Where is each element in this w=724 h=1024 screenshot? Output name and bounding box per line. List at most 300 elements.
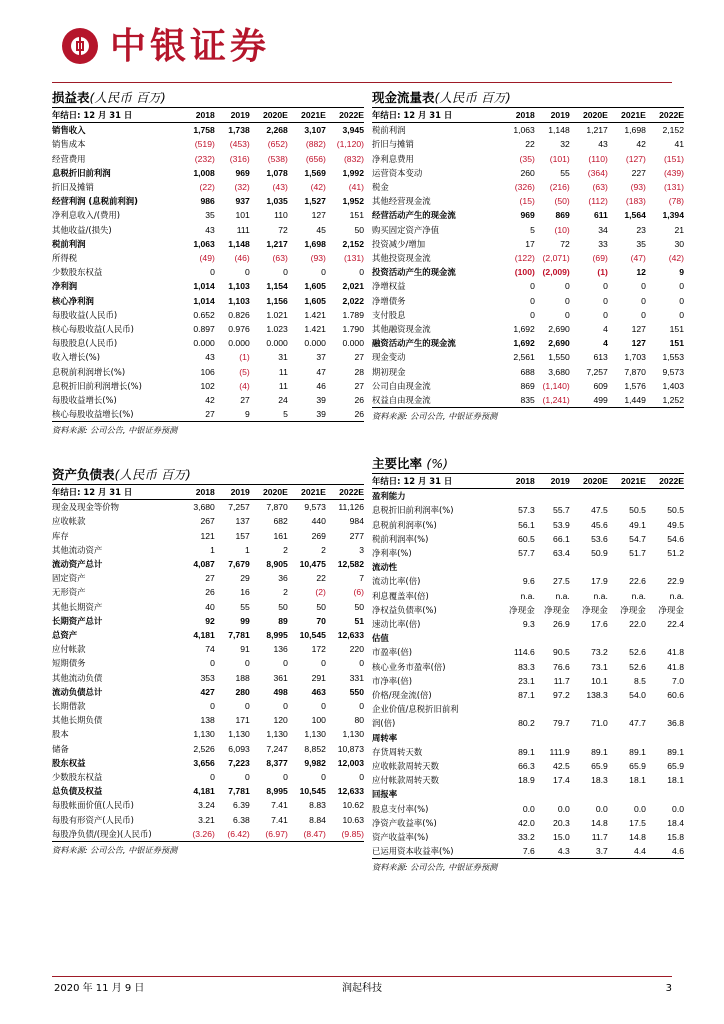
cell-value: 353 xyxy=(200,672,215,683)
table-row xyxy=(52,642,364,656)
cell-value: 220 xyxy=(349,644,364,655)
cell-value: 97.2 xyxy=(553,690,570,701)
table-row xyxy=(372,365,684,379)
cell-value: (5) xyxy=(239,366,250,377)
row-label: 存货周转天数 xyxy=(372,746,423,757)
cell-value: 24 xyxy=(278,395,288,406)
cell-value: (2) xyxy=(315,587,326,598)
cell-value: 76.6 xyxy=(553,661,570,672)
cell-value xyxy=(535,560,570,574)
cell-value: 18.9 xyxy=(518,775,535,786)
cell-value: 0 xyxy=(603,295,608,306)
cell-value: (41) xyxy=(348,182,364,193)
cell-value: 33.2 xyxy=(518,832,535,843)
column-header-year: 2018 xyxy=(500,474,535,489)
cell-value: 0.826 xyxy=(228,309,250,320)
cell-value: 72 xyxy=(278,224,288,235)
cell-value: 4,087 xyxy=(193,559,215,570)
cell-value: (538) xyxy=(267,153,288,164)
table-row xyxy=(52,237,364,251)
cell-value: 49.5 xyxy=(667,519,684,530)
cell-value: 7,257 xyxy=(228,502,250,513)
cell-value: 35 xyxy=(636,238,646,249)
cell-value: (32) xyxy=(234,182,250,193)
table-row xyxy=(372,603,684,617)
cell-value: 1,103 xyxy=(228,281,250,292)
table-row xyxy=(52,699,364,713)
cell-value: 4.4 xyxy=(633,846,646,857)
row-label: 其他流动资产 xyxy=(52,544,103,555)
cell-value: 10,545 xyxy=(299,630,326,641)
cell-value: 0.652 xyxy=(193,309,215,320)
cell-value: 2,561 xyxy=(513,352,535,363)
cell-value: 4.6 xyxy=(672,846,684,857)
cell-value: 净现金 xyxy=(582,604,608,615)
cell-value: 42 xyxy=(636,139,646,150)
cell-value: 114.6 xyxy=(513,647,535,658)
row-label: 净资产收益率(%) xyxy=(372,817,437,828)
cell-value: 27 xyxy=(354,380,364,391)
cell-value xyxy=(646,560,684,574)
row-label: 净增权益 xyxy=(372,281,406,292)
cell-value: 613 xyxy=(593,352,608,363)
table-header-row xyxy=(52,108,364,123)
cell-value: 120 xyxy=(273,715,288,726)
row-label: 每股收益(人民币) xyxy=(52,309,118,320)
column-header-year: 2022E xyxy=(646,108,684,123)
cashflow-statement-table xyxy=(372,108,684,407)
cell-value: (47) xyxy=(630,253,646,264)
row-label: 无形资产 xyxy=(52,587,86,598)
table-row xyxy=(52,393,364,407)
cell-value: 1,217 xyxy=(586,125,608,136)
cell-value: 111.9 xyxy=(549,746,570,757)
cell-value xyxy=(570,560,608,574)
cell-value: 65.9 xyxy=(629,761,646,772)
cell-value: 9.6 xyxy=(522,576,535,587)
row-label: 销售成本 xyxy=(52,139,86,150)
cell-value: 9 xyxy=(245,409,250,420)
cell-value: (652) xyxy=(267,139,288,150)
cell-value: 1,252 xyxy=(662,395,684,406)
table-row xyxy=(52,600,364,614)
cell-value: 27 xyxy=(240,395,250,406)
table-row xyxy=(372,379,684,393)
cell-value: 33 xyxy=(598,238,608,249)
cell-value: 净现金 xyxy=(658,604,684,615)
cell-value: 1,130 xyxy=(266,729,288,740)
cell-value: 2 xyxy=(321,544,326,555)
cell-value: 27.5 xyxy=(553,576,570,587)
table-row xyxy=(372,137,684,151)
cell-value: 2 xyxy=(283,544,288,555)
cell-value: 2,526 xyxy=(193,743,215,754)
table-row xyxy=(372,123,684,138)
cell-value: 26 xyxy=(205,587,215,598)
cell-value: 11.7 xyxy=(553,675,570,686)
cell-value: 16 xyxy=(240,587,250,598)
cell-value: n.a. xyxy=(520,590,535,601)
column-header-label: 年结日: 12 月 31 日 xyxy=(52,485,180,500)
cell-value: 26 xyxy=(354,395,364,406)
row-label: 少数股东权益 xyxy=(52,772,103,783)
row-label: 市盈率(倍) xyxy=(372,647,413,658)
cell-value: 1,148 xyxy=(228,238,250,249)
column-header-year: 2019 xyxy=(535,474,570,489)
cell-value: 0 xyxy=(641,281,646,292)
row-label: 权益自由现金流 xyxy=(372,395,431,406)
cell-value: 682 xyxy=(273,516,288,527)
cell-value: 1,130 xyxy=(342,729,364,740)
cell-value: 42 xyxy=(205,395,215,406)
boc-logo-icon xyxy=(62,28,98,64)
income-source-note: 资料来源: 公司公告, 中银证券预测 xyxy=(52,421,364,438)
cell-value: 73.1 xyxy=(591,661,608,672)
table-header-row xyxy=(372,108,684,123)
cell-value: 26.9 xyxy=(553,619,570,630)
row-label: 现金及现金等价物 xyxy=(52,502,119,513)
column-header-year: 2021E xyxy=(288,485,326,500)
cell-value: 23.1 xyxy=(518,675,535,686)
cell-value: 0.000 xyxy=(228,338,250,349)
cell-value: 4,181 xyxy=(193,786,215,797)
cell-value: 0 xyxy=(603,309,608,320)
cell-value: 2,152 xyxy=(662,125,684,136)
cell-value: 0 xyxy=(565,309,570,320)
cell-value: (93) xyxy=(630,182,646,193)
cell-value: 20.3 xyxy=(553,817,570,828)
column-header-year: 2021E xyxy=(608,108,646,123)
cell-value: 50 xyxy=(278,601,288,612)
cell-value: 172 xyxy=(311,644,326,655)
cell-value: 1,154 xyxy=(266,281,288,292)
row-label: 税前利润 xyxy=(372,125,406,136)
table-row xyxy=(52,784,364,798)
cell-value: (131) xyxy=(663,182,684,193)
row-label: 长期资产总计 xyxy=(52,615,103,626)
table-row xyxy=(52,571,364,585)
row-label: 现金变动 xyxy=(372,352,406,363)
cell-value: 36.8 xyxy=(667,718,684,729)
row-label: 核心每股收益增长(%) xyxy=(52,409,134,420)
cashflow-statement-title: 现金流量表(人民币 百万) xyxy=(372,89,684,108)
cell-value: (316) xyxy=(229,153,250,164)
cell-value: 1,008 xyxy=(193,167,215,178)
cell-value: 7,679 xyxy=(228,559,250,570)
cell-value: 127 xyxy=(631,324,646,335)
cell-value: 1,148 xyxy=(548,125,570,136)
cell-value: 3,656 xyxy=(193,757,215,768)
row-label: 投资活动产生的现金流 xyxy=(372,267,456,278)
cell-value: 3,680 xyxy=(193,502,215,513)
cell-value: (216) xyxy=(549,182,570,193)
cell-value: 0.0 xyxy=(633,803,646,814)
row-label: 应付帐款 xyxy=(52,644,86,655)
row-label: 核心每股收益(人民币) xyxy=(52,324,134,335)
row-label: 其他投资现金流 xyxy=(372,253,431,264)
cell-value: 9 xyxy=(679,267,684,278)
cell-value: 17 xyxy=(525,238,535,249)
cell-value: 0 xyxy=(210,772,215,783)
table-row xyxy=(52,379,364,393)
cell-value: 80 xyxy=(354,715,364,726)
cell-value: 91 xyxy=(240,644,250,655)
table-row xyxy=(372,589,684,603)
cell-value: 0 xyxy=(283,267,288,278)
column-header-label: 年结日: 12 月 31 日 xyxy=(372,474,500,489)
cell-value: 984 xyxy=(349,516,364,527)
cell-value: 0.897 xyxy=(193,324,215,335)
cell-value: 161 xyxy=(273,530,288,541)
cell-value: 70 xyxy=(316,615,326,626)
cell-value: 1,014 xyxy=(193,295,215,306)
table-row xyxy=(52,180,364,194)
cell-value: 8,377 xyxy=(266,757,288,768)
cell-value: (46) xyxy=(234,253,250,264)
cell-value: 47 xyxy=(316,366,326,377)
cell-value: 89.1 xyxy=(591,746,608,757)
row-label: 流动比率(倍) xyxy=(372,576,421,587)
table-row xyxy=(372,336,684,350)
row-label: 回报率 xyxy=(372,789,398,800)
cell-value: (69) xyxy=(592,253,608,264)
table-row xyxy=(372,194,684,208)
cell-value: 3.24 xyxy=(198,800,215,811)
cell-value: 0 xyxy=(283,658,288,669)
column-header-year: 2021E xyxy=(288,108,326,123)
cell-value: 0 xyxy=(283,772,288,783)
cell-value: 1,449 xyxy=(624,395,646,406)
cell-value: 6.38 xyxy=(233,814,250,825)
row-label: 价格/现金流(倍) xyxy=(372,690,432,701)
cell-value: 986 xyxy=(200,196,215,207)
cell-value: 54.0 xyxy=(629,690,646,701)
cell-value: 50.5 xyxy=(629,505,646,516)
cell-value: 1,553 xyxy=(662,352,684,363)
cell-value: 1,576 xyxy=(624,380,646,391)
row-label: 所得税 xyxy=(52,253,78,264)
cell-value: 31 xyxy=(278,352,288,363)
cell-value: 1,035 xyxy=(266,196,288,207)
table-row xyxy=(372,574,684,588)
row-label: 购买固定资产净值 xyxy=(372,224,439,235)
cell-value: (6) xyxy=(353,587,364,598)
cell-value: 65.9 xyxy=(667,761,684,772)
table-row xyxy=(372,546,684,560)
cell-value: 0 xyxy=(359,658,364,669)
cell-value: (1,241) xyxy=(542,395,570,406)
row-label: 净利息收入/(费用) xyxy=(52,210,120,221)
table-row xyxy=(372,731,684,745)
cell-value: 66.1 xyxy=(553,533,570,544)
cell-value: 0 xyxy=(359,772,364,783)
table-row xyxy=(372,688,684,702)
cell-value: 1,952 xyxy=(342,196,364,207)
cell-value: 1,605 xyxy=(304,281,326,292)
row-label: 经营利润 (息税前利润) xyxy=(52,196,138,207)
table-row xyxy=(372,745,684,759)
cell-value: (183) xyxy=(625,196,646,207)
row-label: 股本 xyxy=(52,729,69,740)
cell-value: 260 xyxy=(520,167,535,178)
cell-value: 18.4 xyxy=(667,817,684,828)
cell-value: (10) xyxy=(554,224,570,235)
cell-value: 0 xyxy=(530,281,535,292)
cell-value: 10.62 xyxy=(342,800,364,811)
table-row xyxy=(372,787,684,801)
cell-value: 11,126 xyxy=(338,502,364,513)
cashflow-statement-section xyxy=(372,89,684,424)
cell-value: 0.000 xyxy=(304,338,326,349)
cell-value: (1,140) xyxy=(542,380,570,391)
cell-value: (110) xyxy=(588,153,608,164)
cell-value: 80.2 xyxy=(518,718,535,729)
cell-value: 41.8 xyxy=(667,647,684,658)
column-header-year: 2018 xyxy=(500,108,535,123)
row-label: 流动性 xyxy=(372,562,398,573)
column-header-year: 2022E xyxy=(326,485,364,500)
table-row xyxy=(52,813,364,827)
cell-value: 1,758 xyxy=(193,125,215,136)
cell-value: 22.0 xyxy=(629,619,646,630)
cell-value: 49.1 xyxy=(629,519,646,530)
cell-value: 1,063 xyxy=(513,125,535,136)
row-label: 市净率(倍) xyxy=(372,675,413,686)
cell-value xyxy=(535,702,570,716)
table-row xyxy=(372,716,684,730)
row-label: 每股收益增长(%) xyxy=(52,395,117,406)
cell-value: 269 xyxy=(311,530,326,541)
cell-value: 54.7 xyxy=(629,533,646,544)
row-label: 税前利润 xyxy=(52,238,86,249)
cell-value: 1,692 xyxy=(513,338,535,349)
table-row xyxy=(52,365,364,379)
cell-value: 1.789 xyxy=(342,309,364,320)
cell-value: 10.1 xyxy=(591,675,608,686)
row-label: 已运用资本收益率(%) xyxy=(372,846,454,857)
cell-value: 15.0 xyxy=(553,832,570,843)
cell-value xyxy=(608,631,646,645)
table-row xyxy=(372,251,684,265)
cell-value: 7,870 xyxy=(266,502,288,513)
cell-value: 0 xyxy=(530,295,535,306)
row-label: 核心净利润 xyxy=(52,295,94,306)
cell-value: 1,703 xyxy=(624,352,646,363)
cell-value: 2,268 xyxy=(266,125,288,136)
cell-value: (4) xyxy=(239,380,250,391)
row-label: 总资产 xyxy=(52,630,78,641)
row-label: 收入增长(%) xyxy=(52,352,100,363)
cell-value: 137 xyxy=(235,516,250,527)
table-row xyxy=(52,223,364,237)
cell-value xyxy=(570,731,608,745)
cell-value: (43) xyxy=(272,182,288,193)
cell-value xyxy=(608,489,646,504)
cell-value: 1,564 xyxy=(624,210,646,221)
cell-value: 6.39 xyxy=(233,800,250,811)
cell-value: (439) xyxy=(663,167,684,178)
table-row xyxy=(52,322,364,336)
report-header xyxy=(52,22,672,84)
cell-value: (42) xyxy=(668,253,684,264)
brand-name: 中银证券 xyxy=(110,25,271,67)
cell-value: 1,014 xyxy=(193,281,215,292)
cell-value: 1,394 xyxy=(662,210,684,221)
cell-value: 22.6 xyxy=(629,576,646,587)
cashflow-source-note: 资料来源: 公司公告, 中银证券预测 xyxy=(372,407,684,424)
cell-value: 40 xyxy=(205,601,215,612)
cell-value: 8.84 xyxy=(309,814,326,825)
row-label: 净利息费用 xyxy=(372,153,414,164)
row-label: 折旧与摊销 xyxy=(372,139,414,150)
cell-value: 1,698 xyxy=(624,125,646,136)
cell-value: 0 xyxy=(679,309,684,320)
cell-value: 11 xyxy=(278,380,288,391)
cell-value: (100) xyxy=(514,267,535,278)
cell-value: 1.421 xyxy=(304,324,326,335)
table-row xyxy=(52,279,364,293)
cell-value: 0 xyxy=(210,701,215,712)
cell-value xyxy=(500,489,535,504)
cell-value: 18.1 xyxy=(667,775,684,786)
cell-value: 0 xyxy=(210,267,215,278)
cell-value: 138.3 xyxy=(586,690,608,701)
table-row xyxy=(52,557,364,571)
row-label: 息税折旧前利润增长(%) xyxy=(52,380,142,391)
cell-value: 101 xyxy=(235,210,250,221)
cell-value: 0 xyxy=(321,701,326,712)
table-row xyxy=(52,123,364,138)
cell-value: 3 xyxy=(359,544,364,555)
table-row xyxy=(52,166,364,180)
row-label: 其他融资现金流 xyxy=(372,324,431,335)
row-label: 折旧及摊销 xyxy=(52,182,94,193)
cell-value: 47.5 xyxy=(591,505,608,516)
cell-value: 0 xyxy=(245,267,250,278)
row-label: 每股净负债/(现金)(人民币) xyxy=(52,828,152,839)
cell-value: 0 xyxy=(359,267,364,278)
cell-value: (112) xyxy=(588,196,608,207)
cell-value xyxy=(608,702,646,716)
row-label: 净权益负债率(%) xyxy=(372,604,437,615)
cell-value xyxy=(570,489,608,504)
cell-value: 7,223 xyxy=(228,757,250,768)
table-row xyxy=(372,674,684,688)
table-row xyxy=(372,617,684,631)
cell-value: 14.8 xyxy=(629,832,646,843)
table-row xyxy=(372,223,684,237)
row-label: 润(倍) xyxy=(372,718,396,729)
cell-value: 27 xyxy=(354,352,364,363)
cell-value: (35) xyxy=(519,153,535,164)
cell-value: 50 xyxy=(354,601,364,612)
row-label: 公司自由现金流 xyxy=(372,380,431,391)
cell-value: 2 xyxy=(283,587,288,598)
cell-value: 7,870 xyxy=(624,366,646,377)
cell-value: 291 xyxy=(311,672,326,683)
row-label: 应收帐款周转天数 xyxy=(372,761,439,772)
cell-value: 22 xyxy=(525,139,535,150)
column-header-year: 2020E xyxy=(250,485,288,500)
cell-value: n.a. xyxy=(669,590,684,601)
cell-value: 4 xyxy=(603,324,608,335)
table-row xyxy=(52,407,364,421)
cell-value: 499 xyxy=(593,395,608,406)
table-row xyxy=(52,585,364,599)
footer-divider xyxy=(52,976,672,977)
table-row xyxy=(52,543,364,557)
cell-value: 12,003 xyxy=(337,757,364,768)
